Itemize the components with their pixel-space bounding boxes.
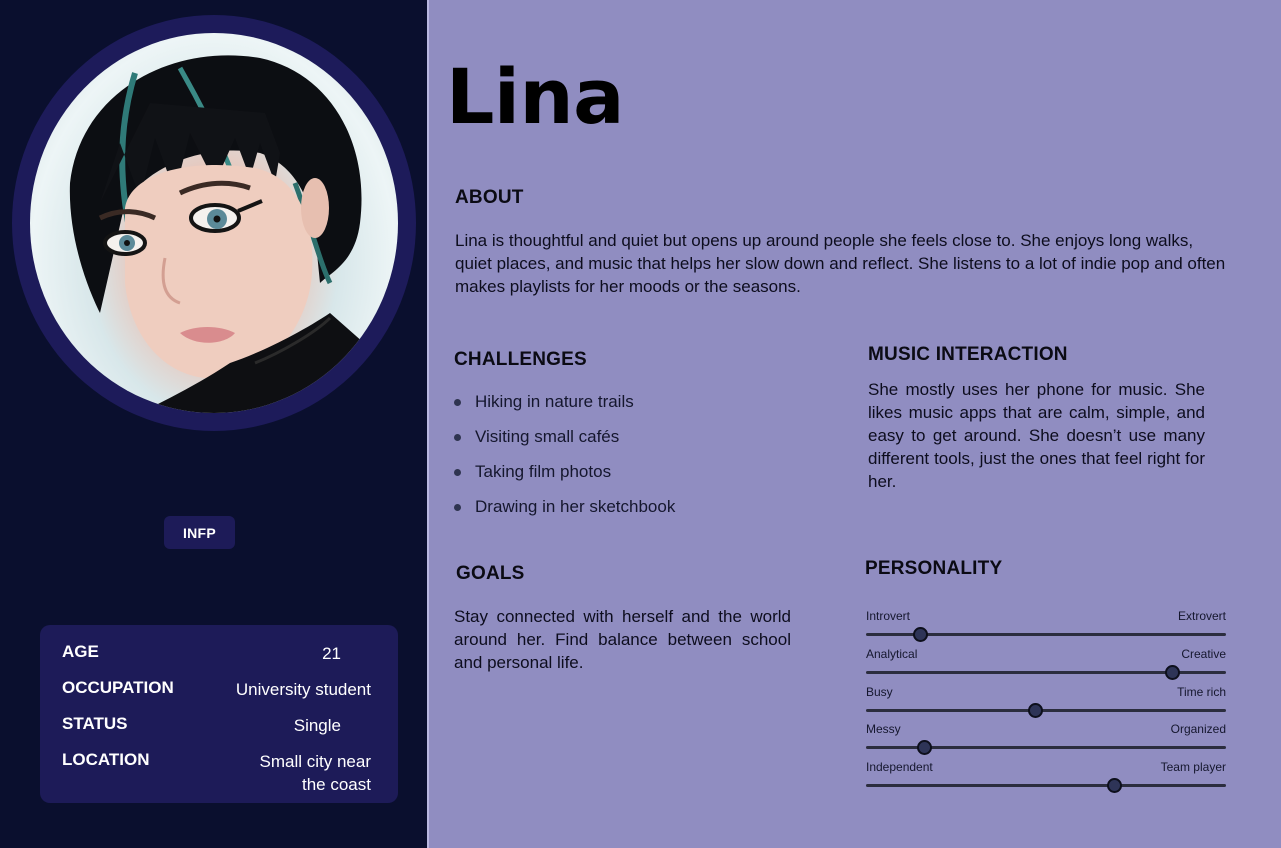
avatar xyxy=(30,33,398,413)
info-row-status xyxy=(62,714,371,737)
info-value: Small city near the coast xyxy=(259,752,371,794)
slider-knob xyxy=(913,627,928,642)
list-item: Drawing in her sketchbook xyxy=(454,495,675,529)
slider-left-label: Messy xyxy=(866,722,901,736)
info-label: LOCATION xyxy=(62,750,150,769)
list-item: Taking film photos xyxy=(454,460,675,495)
info-value: 21 xyxy=(322,644,341,663)
personality-heading: PERSONALITY xyxy=(865,558,1003,579)
info-row-age xyxy=(62,642,371,665)
divider xyxy=(427,0,429,848)
slider-busy-timerich xyxy=(866,685,1226,721)
info-row-occupation xyxy=(62,678,371,701)
info-row-location xyxy=(62,750,371,796)
profile-sidebar xyxy=(0,0,427,848)
slider-track xyxy=(866,784,1226,787)
persona-name: Lina xyxy=(446,52,624,141)
info-value: Single xyxy=(293,716,341,735)
portrait-photo-icon xyxy=(30,33,398,413)
challenges-heading: CHALLENGES xyxy=(454,349,587,370)
about-text: Lina is thoughtful and quiet but opens up around people she feels close to. She enjoys long walks, quiet places, and music that helps her slow down and reflect. She listens to a lot of indie pop and often makes playlists for her moods or the seasons. xyxy=(455,231,1226,296)
music-interaction-text: She mostly uses her phone for music. She likes music apps that are calm, simple, and easy to get around. She doesn’t use many different tools, just the ones that feel right for her. xyxy=(868,380,1205,491)
slider-analytical-creative xyxy=(866,647,1226,683)
slider-right-label: Team player xyxy=(1160,760,1226,774)
slider-left-label: Introvert xyxy=(866,609,911,623)
slider-knob xyxy=(917,740,932,755)
info-label: OCCUPATION xyxy=(62,678,174,697)
slider-left-label: Analytical xyxy=(866,647,918,661)
slider-knob xyxy=(1107,778,1122,793)
slider-knob xyxy=(1028,703,1043,718)
slider-independent-teamplayer xyxy=(866,760,1226,796)
info-card xyxy=(40,625,398,803)
slider-left-label: Busy xyxy=(866,685,893,699)
info-label: STATUS xyxy=(62,714,128,733)
about-heading: ABOUT xyxy=(455,187,524,208)
slider-right-label: Time rich xyxy=(1177,685,1226,699)
slider-track xyxy=(866,709,1226,712)
mbti-badge: INFP xyxy=(164,516,235,549)
slider-messy-organized xyxy=(866,722,1226,758)
info-value: University student xyxy=(235,680,371,699)
slider-introvert-extrovert xyxy=(866,609,1226,645)
music-interaction-heading: MUSIC INTERACTION xyxy=(868,344,1068,365)
slider-right-label: Organized xyxy=(1170,722,1226,736)
list-item: Hiking in nature trails xyxy=(454,390,675,425)
list-item: Visiting small cafés xyxy=(454,425,675,460)
challenges-list xyxy=(454,390,675,529)
slider-right-label: Extrovert xyxy=(1177,609,1226,623)
goals-heading: GOALS xyxy=(456,563,525,584)
slider-right-label: Creative xyxy=(1181,647,1226,661)
goals-text: Stay connected with herself and the world around her. Find balance between school and personal life. xyxy=(454,607,791,672)
slider-knob xyxy=(1165,665,1180,680)
slider-left-label: Independent xyxy=(866,760,933,774)
info-label: AGE xyxy=(62,642,99,661)
